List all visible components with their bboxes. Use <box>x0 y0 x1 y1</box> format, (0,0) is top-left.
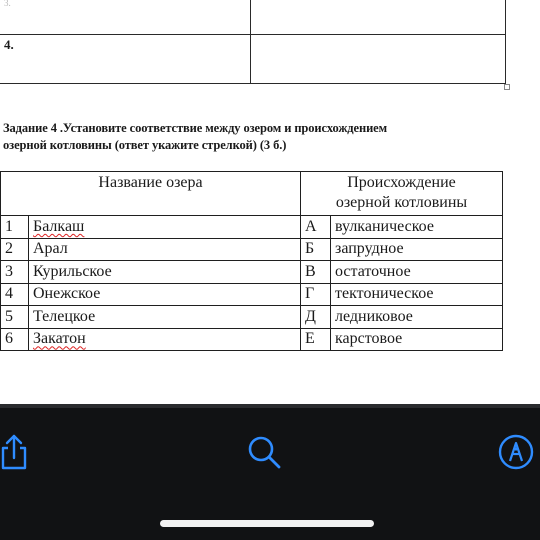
origin-type: остаточное <box>331 261 503 284</box>
origin-letter: Д <box>301 306 331 329</box>
origin-type: запрудное <box>331 238 503 261</box>
row-number: 2 <box>1 238 29 261</box>
toolbar-divider <box>0 404 540 408</box>
header-origin-label: озерной котловины <box>335 194 468 211</box>
header-origin-label: Происхождение <box>347 174 456 191</box>
table-header-row <box>1 172 503 216</box>
resize-handle[interactable] <box>504 84 510 90</box>
row-number: 6 <box>1 328 29 351</box>
origin-letter: Е <box>301 328 331 351</box>
header-origin <box>301 172 503 216</box>
search-icon <box>244 432 284 472</box>
table-row <box>1 283 503 306</box>
row-number: 3. <box>4 0 11 8</box>
task-statement <box>3 120 503 154</box>
table-row <box>1 328 503 351</box>
origin-letter: Б <box>301 238 331 261</box>
matching-table <box>0 171 503 351</box>
row-number: 4. <box>4 37 14 52</box>
header-lake-name <box>1 172 301 216</box>
row-number: 1 <box>1 216 29 239</box>
lake-name: Телецкое <box>29 306 301 329</box>
row-number: 4 <box>1 283 29 306</box>
table-divider <box>505 0 506 84</box>
origin-type: ледниковое <box>331 306 503 329</box>
origin-type: вулканическое <box>331 216 503 239</box>
table-row <box>1 306 503 329</box>
row-number: 3 <box>1 261 29 284</box>
row-number: 5 <box>1 306 29 329</box>
origin-type: тектоническое <box>331 283 503 306</box>
share-icon <box>0 432 32 472</box>
home-indicator[interactable] <box>160 520 374 527</box>
lake-name <box>29 216 301 239</box>
previous-answer-table <box>0 0 506 84</box>
lake-name: Онежское <box>29 283 301 306</box>
task-text-line: озерной котловины (ответ укажите стрелкой) (3 б.) <box>3 138 287 152</box>
origin-type: карстовое <box>331 328 503 351</box>
table-divider <box>250 0 251 84</box>
origin-letter: В <box>301 261 331 284</box>
table-divider <box>0 83 506 84</box>
table-row <box>1 216 503 239</box>
share-button[interactable] <box>0 432 34 472</box>
lake-name: Арал <box>29 238 301 261</box>
task-text-line: Задание 4 .Установите соответствие между озером и происхождением <box>3 121 388 135</box>
origin-letter: Г <box>301 283 331 306</box>
table-divider <box>0 34 506 35</box>
lake-name <box>29 328 301 351</box>
lake-name: Курильское <box>29 261 301 284</box>
lake-name-text: Балкаш <box>33 217 85 235</box>
table-row <box>1 261 503 284</box>
table-row <box>1 238 503 261</box>
lake-name-text: Закатон <box>33 330 86 348</box>
markup-icon <box>496 432 536 472</box>
markup-button[interactable] <box>496 432 536 472</box>
header-lake-label: Название озера <box>98 174 203 191</box>
search-button[interactable] <box>244 432 284 472</box>
origin-letter: А <box>301 216 331 239</box>
